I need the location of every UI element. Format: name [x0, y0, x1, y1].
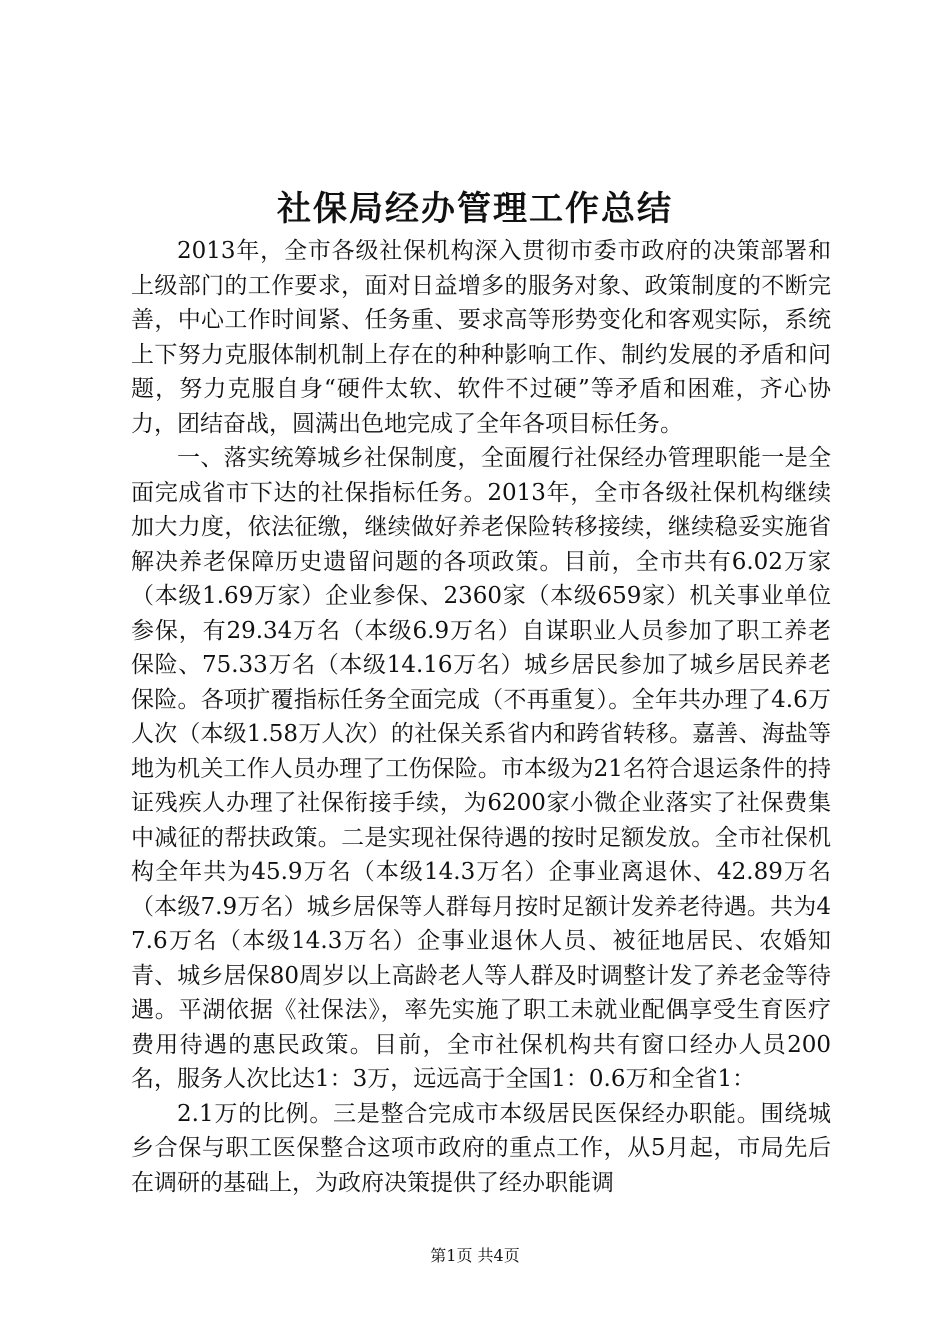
page-footer: 第1页 共4页	[430, 1246, 520, 1265]
document-body	[131, 234, 831, 1200]
paragraph-intro: 2013年，全市各级社保机构深入贯彻市委市政府的决策部署和上级部门的工作要求，面对日益增多的服务对象、政策制度的不断完善，中心工作时间紧、任务重、要求高等形势变化和客观实际，系统上下努力克服体制机制上存在的种种影响工作、制约发展的矛盾和问题，努力克服自身“硬件太软、软件不过硬”等矛盾和困难，齐心协力，团结奋战，圆满出色地完成了全年各项目标任务。	[131, 238, 831, 437]
paragraph-continued: 2.1万的比例。三是整合完成市本级居民医保经办职能。围绕城乡合保与职工医保整合这项市政府的重点工作，从5月起，市局先后在调研的基础上，为政府决策提供了经办职能调	[131, 1100, 831, 1196]
document-title: 社保局经办管理工作总结	[277, 189, 673, 229]
paragraph-section-one: 一、落实统筹城乡社保制度，全面履行社保经办管理职能一是全面完成省市下达的社保指标任务。2013年，全市各级社保机构继续加大力度，依法征缴，继续做好养老保险转移接续，继续稳妥实施省解决养老保障历史遗留问题的各项政策。目前，全市共有6.02万家（本级1.69万家）企业参保、2360家（本级659家）机关事业单位参保，有29.34万名（本级6.9万名）自谋职业人员参加了职工养老保险、75.33万名（本级14.16万名）城乡居民参加了城乡居民养老保险。各项扩覆指标任务全面完成（不再重复）。全年共办理了4.6万人次（本级1.58万人次）的社保关系省内和跨省转移。嘉善、海盐等地为机关工作人员办理了工伤保险。市本级为21名符合退运条件的持证残疾人办理了社保衔接手续，为6200家小微企业落实了社保费集中减征的帮扶政策。二是实现社保待遇的按时足额发放。全市社保机构全年共为45.9万名（本级14.3万名）企事业离退休、42.89万名（本级7.9万名）城乡居保等人群每月按时足额计发养老待遇。共为47.6万名（本级14.3万名）企事业退休人员、被征地居民、农婚知青、城乡居保80周岁以上高龄老人等人群及时调整计发了养老金等待遇。平湖依据《社保法》，率先实施了职工未就业配偶享受生育医疗费用待遇的惠民政策。目前，全市社保机构共有窗口经办人员200名，服务人次比达1：3万，远远高于全国1：0.6万和全省1：	[131, 445, 831, 1092]
